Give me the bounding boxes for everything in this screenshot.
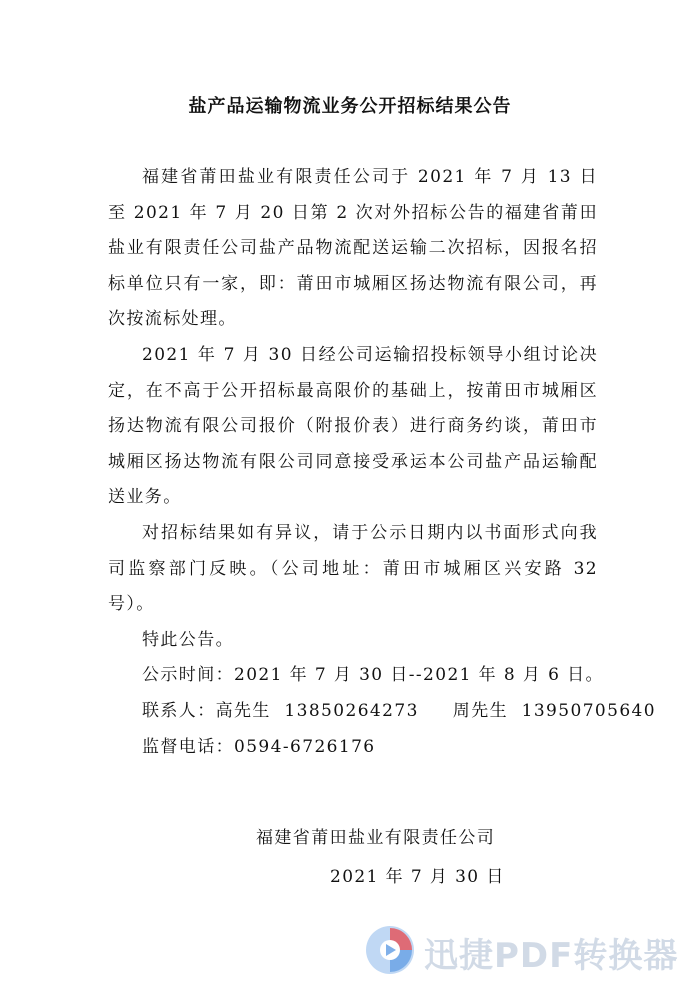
notice-line: 特此公告。 (142, 629, 234, 650)
contacts-line: 联系人：高先生 13850264273 周先生 13950705640 (142, 700, 656, 721)
signature-date: 2021 年 7 月 30 日 (330, 867, 505, 887)
document-body (108, 160, 656, 765)
signature-company: 福建省莆田盐业有限责任公司 (256, 828, 496, 848)
watermark-text: 迅捷PDF转换器 (424, 936, 679, 976)
paragraph-tender-failure: 福建省莆田盐业有限责任公司于 2021 年 7 月 13 日至 2021 年 7 月 20 日第 2 次对外招标公告的福建省莆田盐业有限责任公司盐产品物流配送运输二次招标，因报名招标单位只有一家，即：莆田市城厢区扬达物流有限公司，再次按流标处理。 (108, 167, 598, 330)
paragraph-objection: 对招标结果如有异议，请于公示日期内以书面形式向我司监察部门反映。（公司地址：莆田市城厢区兴安路 32 号）。 (108, 522, 598, 615)
xunjie-pdf-logo-icon (362, 922, 418, 978)
supervision-phone-line: 监督电话：0594-6726176 (142, 736, 376, 757)
watermark (362, 922, 692, 978)
paragraph-decision: 2021 年 7 月 30 日经公司运输招投标领导小组讨论决定，在不高于公开招标最高限价的基础上，按莆田市城厢区扬达物流有限公司报价（附报价表）进行商务约谈，莆田市城厢区扬达物流有限公司同意接受承运本公司盐产品运输配送业务。 (108, 344, 598, 508)
document-title: 盐产品运输物流业务公开招标结果公告 (188, 96, 512, 117)
publicity-period-line: 公示时间：2021 年 7 月 30 日--2021 年 8 月 6 日。 (142, 665, 604, 686)
